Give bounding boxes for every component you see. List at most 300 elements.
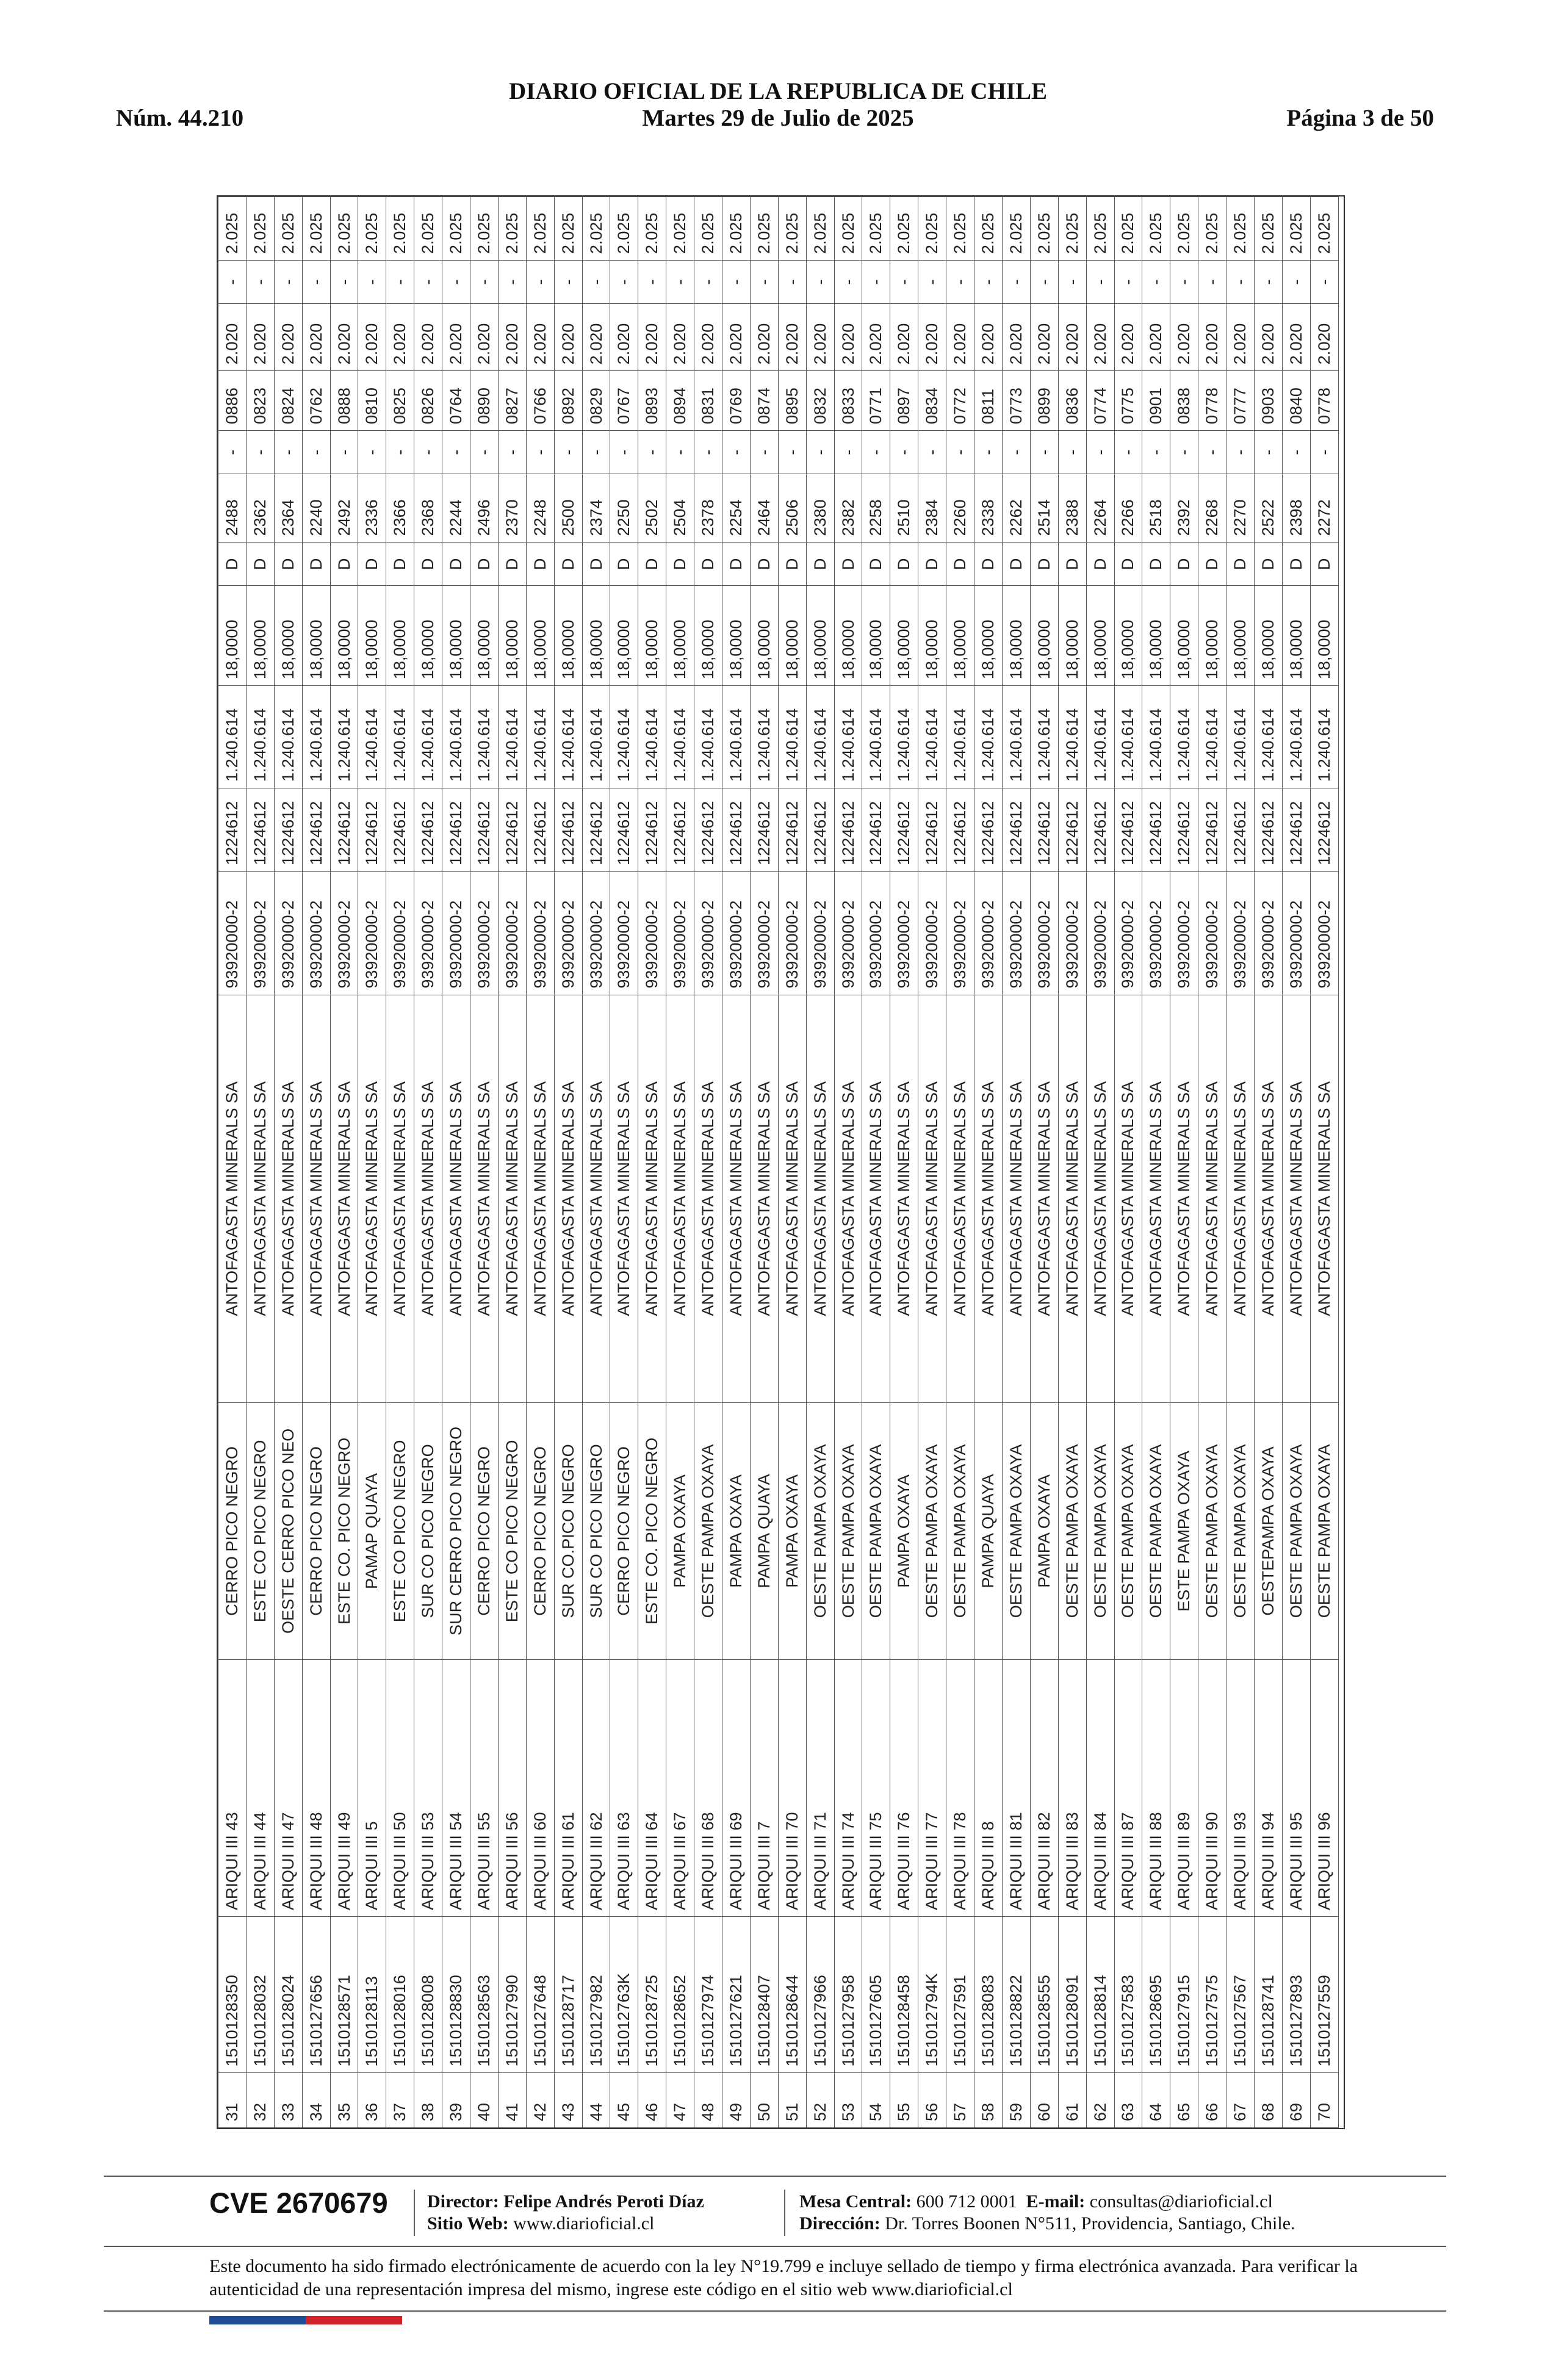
resolution-code-cell: 1224612 [1114, 788, 1142, 871]
dash-cell: - [1254, 261, 1282, 304]
row-number-cell: 47 [666, 2073, 694, 2128]
rut-cell: 93920000-2 [1142, 871, 1170, 995]
type-cell: D [638, 543, 666, 586]
year-end-cell: 2.025 [1310, 197, 1338, 261]
rut-cell: 93920000-2 [554, 871, 582, 995]
year-end-cell: 2.025 [974, 197, 1003, 261]
owner-cell: ANTOFAGASTA MINERALS SA [386, 995, 414, 1402]
rut-cell: 93920000-2 [694, 871, 722, 995]
location-cell: OESTE PAMPA OXAYA [1002, 1402, 1030, 1659]
concession-name-cell: ARIQUI III 82 [1030, 1659, 1058, 1916]
resolution-code-cell: 1224612 [498, 788, 526, 871]
concession-name-cell: ARIQUI III 94 [1254, 1659, 1282, 1916]
year-end-cell: 2.025 [582, 197, 610, 261]
table-row [442, 197, 470, 2128]
row-number-cell: 69 [1282, 2073, 1310, 2128]
rut-cell: 93920000-2 [918, 871, 946, 995]
year-end-cell: 2.025 [750, 197, 778, 261]
rol-nacional-cell: 1510127990 [498, 1917, 526, 2073]
value-1-cell: 2368 [414, 474, 442, 543]
rol-nacional-cell: 1510128717 [554, 1917, 582, 2073]
resolution-code-cell: 1224612 [722, 788, 751, 871]
hectares-cell: 18,0000 [862, 586, 890, 686]
dash-cell: - [1058, 431, 1086, 474]
value-1-cell: 2260 [946, 474, 974, 543]
row-number-cell: 44 [582, 2073, 610, 2128]
year-start-cell: 2.020 [806, 304, 834, 371]
dash-cell: - [526, 431, 554, 474]
value-2-cell: 0766 [526, 371, 554, 431]
rol-nacional-cell: 1510128814 [1086, 1917, 1114, 2073]
value-1-cell: 2264 [1086, 474, 1114, 543]
year-start-cell: 2.020 [862, 304, 890, 371]
amount-cell: 1.240.614 [246, 686, 274, 788]
amount-cell: 1.240.614 [218, 686, 247, 788]
value-2-cell: 0886 [218, 371, 247, 431]
row-number-cell: 58 [974, 2073, 1003, 2128]
value-2-cell: 0834 [918, 371, 946, 431]
table-row [582, 197, 610, 2128]
resolution-code-cell: 1224612 [974, 788, 1003, 871]
rut-cell: 93920000-2 [834, 871, 862, 995]
dash-cell: - [1086, 261, 1114, 304]
concession-name-cell: ARIQUI III 48 [302, 1659, 330, 1916]
year-start-cell: 2.020 [442, 304, 470, 371]
type-cell: D [946, 543, 974, 586]
value-2-cell: 0827 [498, 371, 526, 431]
value-1-cell: 2336 [358, 474, 386, 543]
row-number-cell: 43 [554, 2073, 582, 2128]
amount-cell: 1.240.614 [1002, 686, 1030, 788]
value-2-cell: 0838 [1170, 371, 1198, 431]
rut-cell: 93920000-2 [1114, 871, 1142, 995]
hectares-cell: 18,0000 [1114, 586, 1142, 686]
amount-cell: 1.240.614 [694, 686, 722, 788]
resolution-code-cell: 1224612 [414, 788, 442, 871]
concession-name-cell: ARIQUI III 75 [862, 1659, 890, 1916]
type-cell: D [582, 543, 610, 586]
owner-cell: ANTOFAGASTA MINERALS SA [1254, 995, 1282, 1402]
row-number-cell: 57 [946, 2073, 974, 2128]
year-start-cell: 2.020 [666, 304, 694, 371]
hectares-cell: 18,0000 [1282, 586, 1310, 686]
dash-cell: - [1282, 431, 1310, 474]
table-row [246, 197, 274, 2128]
rol-nacional-cell: 1510128350 [218, 1917, 247, 2073]
rol-nacional-cell: 151012794K [918, 1917, 946, 2073]
dash-cell: - [1030, 261, 1058, 304]
type-cell: D [414, 543, 442, 586]
table-row [834, 197, 862, 2128]
table-row [890, 197, 918, 2128]
location-cell: OESTEPAMPA OXAYA [1254, 1402, 1282, 1659]
rol-nacional-cell: 1510127958 [834, 1917, 862, 2073]
owner-cell: ANTOFAGASTA MINERALS SA [414, 995, 442, 1402]
owner-cell: ANTOFAGASTA MINERALS SA [1170, 995, 1198, 1402]
dash-cell: - [1002, 431, 1030, 474]
dash-cell: - [1086, 431, 1114, 474]
location-cell: OESTE PAMPA OXAYA [1114, 1402, 1142, 1659]
table-row [414, 197, 442, 2128]
hectares-cell: 18,0000 [750, 586, 778, 686]
hectares-cell: 18,0000 [386, 586, 414, 686]
amount-cell: 1.240.614 [442, 686, 470, 788]
owner-cell: ANTOFAGASTA MINERALS SA [302, 995, 330, 1402]
value-2-cell: 0825 [386, 371, 414, 431]
rut-cell: 93920000-2 [414, 871, 442, 995]
concession-name-cell: ARIQUI III 69 [722, 1659, 751, 1916]
dash-cell: - [1310, 431, 1338, 474]
value-2-cell: 0810 [358, 371, 386, 431]
rut-cell: 93920000-2 [498, 871, 526, 995]
value-2-cell: 0893 [638, 371, 666, 431]
location-cell: CERRO PICO NEGRO [302, 1402, 330, 1659]
footer-bottom-rule [104, 2310, 1446, 2312]
year-start-cell: 2.020 [526, 304, 554, 371]
hectares-cell: 18,0000 [442, 586, 470, 686]
location-cell: PAMPA OXAYA [666, 1402, 694, 1659]
address-label: Dirección: [799, 2213, 881, 2234]
concession-name-cell: ARIQUI III 8 [974, 1659, 1003, 1916]
value-1-cell: 2492 [330, 474, 358, 543]
type-cell: D [1114, 543, 1142, 586]
dash-cell: - [246, 431, 274, 474]
table-row [1198, 197, 1226, 2128]
year-start-cell: 2.020 [554, 304, 582, 371]
type-cell: D [666, 543, 694, 586]
type-cell: D [358, 543, 386, 586]
value-1-cell: 2250 [610, 474, 638, 543]
table-row [526, 197, 554, 2128]
dash-cell: - [330, 431, 358, 474]
concessions-table-frame [217, 195, 1345, 2129]
hectares-cell: 18,0000 [1254, 586, 1282, 686]
year-end-cell: 2.025 [918, 197, 946, 261]
row-number-cell: 45 [610, 2073, 638, 2128]
location-cell: OESTE PAMPA OXAYA [694, 1402, 722, 1659]
hectares-cell: 18,0000 [498, 586, 526, 686]
website-link[interactable]: www.diarioficial.cl [513, 2213, 655, 2234]
amount-cell: 1.240.614 [750, 686, 778, 788]
year-end-cell: 2.025 [638, 197, 666, 261]
rol-nacional-cell: 1510128083 [974, 1917, 1003, 2073]
amount-cell: 1.240.614 [778, 686, 806, 788]
resolution-code-cell: 1224612 [470, 788, 499, 871]
rut-cell: 93920000-2 [1198, 871, 1226, 995]
resolution-code-cell: 1224612 [666, 788, 694, 871]
amount-cell: 1.240.614 [1058, 686, 1086, 788]
value-2-cell: 0773 [1002, 371, 1030, 431]
amount-cell: 1.240.614 [638, 686, 666, 788]
hectares-cell: 18,0000 [554, 586, 582, 686]
owner-cell: ANTOFAGASTA MINERALS SA [890, 995, 918, 1402]
resolution-code-cell: 1224612 [610, 788, 638, 871]
value-2-cell: 0892 [554, 371, 582, 431]
location-cell: CERRO PICO NEGRO [526, 1402, 554, 1659]
hectares-cell: 18,0000 [1058, 586, 1086, 686]
value-2-cell: 0894 [666, 371, 694, 431]
value-1-cell: 2518 [1142, 474, 1170, 543]
year-end-cell: 2.025 [834, 197, 862, 261]
dash-cell: - [1226, 261, 1255, 304]
dash-cell: - [218, 431, 247, 474]
resolution-code-cell: 1224612 [1254, 788, 1282, 871]
type-cell: D [1086, 543, 1114, 586]
type-cell: D [806, 543, 834, 586]
resolution-code-cell: 1224612 [246, 788, 274, 871]
year-start-cell: 2.020 [974, 304, 1003, 371]
amount-cell: 1.240.614 [722, 686, 751, 788]
resolution-code-cell: 1224612 [330, 788, 358, 871]
type-cell: D [778, 543, 806, 586]
hectares-cell: 18,0000 [582, 586, 610, 686]
value-2-cell: 0874 [750, 371, 778, 431]
cve-code: CVE 2670679 [209, 2187, 388, 2219]
year-start-cell: 2.020 [218, 304, 247, 371]
row-number-cell: 66 [1198, 2073, 1226, 2128]
concession-name-cell: ARIQUI III 44 [246, 1659, 274, 1916]
dash-cell: - [722, 261, 751, 304]
type-cell: D [694, 543, 722, 586]
concession-name-cell: ARIQUI III 56 [498, 1659, 526, 1916]
dash-cell: - [974, 261, 1003, 304]
dash-cell: - [1254, 431, 1282, 474]
value-2-cell: 0762 [302, 371, 330, 431]
concession-name-cell: ARIQUI III 95 [1282, 1659, 1310, 1916]
owner-cell: ANTOFAGASTA MINERALS SA [498, 995, 526, 1402]
year-end-cell: 2.025 [414, 197, 442, 261]
rut-cell: 93920000-2 [862, 871, 890, 995]
rut-cell: 93920000-2 [386, 871, 414, 995]
value-1-cell: 2258 [862, 474, 890, 543]
rut-cell: 93920000-2 [638, 871, 666, 995]
year-end-cell: 2.025 [1198, 197, 1226, 261]
value-2-cell: 0826 [414, 371, 442, 431]
dash-cell: - [1030, 431, 1058, 474]
amount-cell: 1.240.614 [470, 686, 499, 788]
director-line [427, 2191, 704, 2213]
table-row [302, 197, 330, 2128]
rol-nacional-cell: 1510128830 [442, 1917, 470, 2073]
owner-cell: ANTOFAGASTA MINERALS SA [778, 995, 806, 1402]
concession-name-cell: ARIQUI III 96 [1310, 1659, 1338, 1916]
year-end-cell: 2.025 [862, 197, 890, 261]
owner-cell: ANTOFAGASTA MINERALS SA [330, 995, 358, 1402]
resolution-code-cell: 1224612 [1310, 788, 1338, 871]
dash-cell: - [442, 261, 470, 304]
year-start-cell: 2.020 [1086, 304, 1114, 371]
year-end-cell: 2.025 [302, 197, 330, 261]
rol-nacional-cell: 1510128695 [1142, 1917, 1170, 2073]
location-cell: OESTE PAMPA OXAYA [1086, 1402, 1114, 1659]
row-number-cell: 46 [638, 2073, 666, 2128]
value-1-cell: 2522 [1254, 474, 1282, 543]
concession-name-cell: ARIQUI III 47 [274, 1659, 302, 1916]
year-start-cell: 2.020 [1002, 304, 1030, 371]
row-number-cell: 62 [1086, 2073, 1114, 2128]
hectares-cell: 18,0000 [890, 586, 918, 686]
amount-cell: 1.240.614 [582, 686, 610, 788]
dash-cell: - [498, 261, 526, 304]
rut-cell: 93920000-2 [302, 871, 330, 995]
year-end-cell: 2.025 [218, 197, 247, 261]
resolution-code-cell: 1224612 [806, 788, 834, 871]
hectares-cell: 18,0000 [638, 586, 666, 686]
owner-cell: ANTOFAGASTA MINERALS SA [1114, 995, 1142, 1402]
amount-cell: 1.240.614 [806, 686, 834, 788]
year-start-cell: 2.020 [778, 304, 806, 371]
type-cell: D [526, 543, 554, 586]
type-cell: D [274, 543, 302, 586]
rol-nacional-cell: 1510128407 [750, 1917, 778, 2073]
type-cell: D [1254, 543, 1282, 586]
value-2-cell: 0832 [806, 371, 834, 431]
amount-cell: 1.240.614 [946, 686, 974, 788]
row-number-cell: 34 [302, 2073, 330, 2128]
hectares-cell: 18,0000 [974, 586, 1003, 686]
year-start-cell: 2.020 [1142, 304, 1170, 371]
table-row [1030, 197, 1058, 2128]
rut-cell: 93920000-2 [610, 871, 638, 995]
year-end-cell: 2.025 [946, 197, 974, 261]
year-end-cell: 2.025 [806, 197, 834, 261]
location-cell: OESTE PAMPA OXAYA [1142, 1402, 1170, 1659]
type-cell: D [1226, 543, 1255, 586]
row-number-cell: 39 [442, 2073, 470, 2128]
year-end-cell: 2.025 [666, 197, 694, 261]
location-cell: PAMPA OXAYA [778, 1402, 806, 1659]
year-end-cell: 2.025 [246, 197, 274, 261]
dash-cell: - [358, 431, 386, 474]
dash-cell: - [470, 431, 499, 474]
value-2-cell: 0778 [1198, 371, 1226, 431]
row-number-cell: 52 [806, 2073, 834, 2128]
rol-nacional-cell: 1510127656 [302, 1917, 330, 2073]
concession-name-cell: ARIQUI III 54 [442, 1659, 470, 1916]
owner-cell: ANTOFAGASTA MINERALS SA [218, 995, 247, 1402]
dash-cell: - [946, 261, 974, 304]
row-number-cell: 65 [1170, 2073, 1198, 2128]
value-1-cell: 2270 [1226, 474, 1255, 543]
concession-name-cell: ARIQUI III 5 [358, 1659, 386, 1916]
hectares-cell: 18,0000 [246, 586, 274, 686]
type-cell: D [750, 543, 778, 586]
resolution-code-cell: 1224612 [302, 788, 330, 871]
table-row [610, 197, 638, 2128]
table-row [1002, 197, 1030, 2128]
rut-cell: 93920000-2 [582, 871, 610, 995]
value-1-cell: 2262 [1002, 474, 1030, 543]
owner-cell: ANTOFAGASTA MINERALS SA [694, 995, 722, 1402]
hectares-cell: 18,0000 [526, 586, 554, 686]
table-row [386, 197, 414, 2128]
rut-cell: 93920000-2 [1226, 871, 1255, 995]
rut-cell: 93920000-2 [1282, 871, 1310, 995]
dash-cell: - [582, 261, 610, 304]
type-cell: D [1142, 543, 1170, 586]
resolution-code-cell: 1224612 [834, 788, 862, 871]
year-end-cell: 2.025 [498, 197, 526, 261]
rol-nacional-cell: 1510128644 [778, 1917, 806, 2073]
year-start-cell: 2.020 [1226, 304, 1255, 371]
owner-cell: ANTOFAGASTA MINERALS SA [1002, 995, 1030, 1402]
dash-cell: - [1226, 431, 1255, 474]
email-link[interactable]: consultas@diarioficial.cl [1089, 2191, 1273, 2212]
value-2-cell: 0774 [1086, 371, 1114, 431]
dash-cell: - [1198, 431, 1226, 474]
dash-cell: - [274, 431, 302, 474]
dash-cell: - [666, 261, 694, 304]
value-1-cell: 2384 [918, 474, 946, 543]
value-1-cell: 2266 [1114, 474, 1142, 543]
rol-nacional-cell: 1510128032 [246, 1917, 274, 2073]
rut-cell: 93920000-2 [1030, 871, 1058, 995]
rol-nacional-cell: 1510127583 [1114, 1917, 1142, 2073]
resolution-code-cell: 1224612 [918, 788, 946, 871]
rol-nacional-cell: 1510128008 [414, 1917, 442, 2073]
year-end-cell: 2.025 [1226, 197, 1255, 261]
value-1-cell: 2392 [1170, 474, 1198, 543]
type-cell: D [302, 543, 330, 586]
owner-cell: ANTOFAGASTA MINERALS SA [470, 995, 499, 1402]
location-cell: ESTE CO. PICO NEGRO [330, 1402, 358, 1659]
dash-cell: - [582, 431, 610, 474]
rol-nacional-cell: 1510127648 [526, 1917, 554, 2073]
value-2-cell: 0829 [582, 371, 610, 431]
resolution-code-cell: 1224612 [750, 788, 778, 871]
resolution-code-cell: 1224612 [1086, 788, 1114, 871]
type-cell: D [610, 543, 638, 586]
dash-cell: - [918, 431, 946, 474]
year-end-cell: 2.025 [694, 197, 722, 261]
rol-nacional-cell: 1510127893 [1282, 1917, 1310, 2073]
row-number-cell: 36 [358, 2073, 386, 2128]
year-start-cell: 2.020 [1058, 304, 1086, 371]
concession-name-cell: ARIQUI III 67 [666, 1659, 694, 1916]
year-end-cell: 2.025 [330, 197, 358, 261]
row-number-cell: 56 [918, 2073, 946, 2128]
resolution-code-cell: 1224612 [890, 788, 918, 871]
rol-nacional-cell: 151012763K [610, 1917, 638, 2073]
hectares-cell: 18,0000 [218, 586, 247, 686]
concession-name-cell: ARIQUI III 84 [1086, 1659, 1114, 1916]
dash-cell: - [498, 431, 526, 474]
rol-nacional-cell: 1510127567 [1226, 1917, 1255, 2073]
concession-name-cell: ARIQUI III 60 [526, 1659, 554, 1916]
dash-cell: - [1198, 261, 1226, 304]
hectares-cell: 18,0000 [1226, 586, 1255, 686]
resolution-code-cell: 1224612 [638, 788, 666, 871]
rol-nacional-cell: 1510127621 [722, 1917, 751, 2073]
location-cell: OESTE PAMPA OXAYA [862, 1402, 890, 1659]
value-2-cell: 0888 [330, 371, 358, 431]
value-2-cell: 0823 [246, 371, 274, 431]
resolution-code-cell: 1224612 [582, 788, 610, 871]
table-row [1310, 197, 1338, 2128]
year-start-cell: 2.020 [946, 304, 974, 371]
hectares-cell: 18,0000 [358, 586, 386, 686]
rol-nacional-cell: 1510128091 [1058, 1917, 1086, 2073]
year-end-cell: 2.025 [1058, 197, 1086, 261]
amount-cell: 1.240.614 [1142, 686, 1170, 788]
rut-cell: 93920000-2 [946, 871, 974, 995]
dash-cell: - [1282, 261, 1310, 304]
amount-cell: 1.240.614 [554, 686, 582, 788]
hectares-cell: 18,0000 [694, 586, 722, 686]
location-cell: PAMPA OXAYA [722, 1402, 751, 1659]
year-end-cell: 2.025 [554, 197, 582, 261]
concession-name-cell: ARIQUI III 76 [890, 1659, 918, 1916]
